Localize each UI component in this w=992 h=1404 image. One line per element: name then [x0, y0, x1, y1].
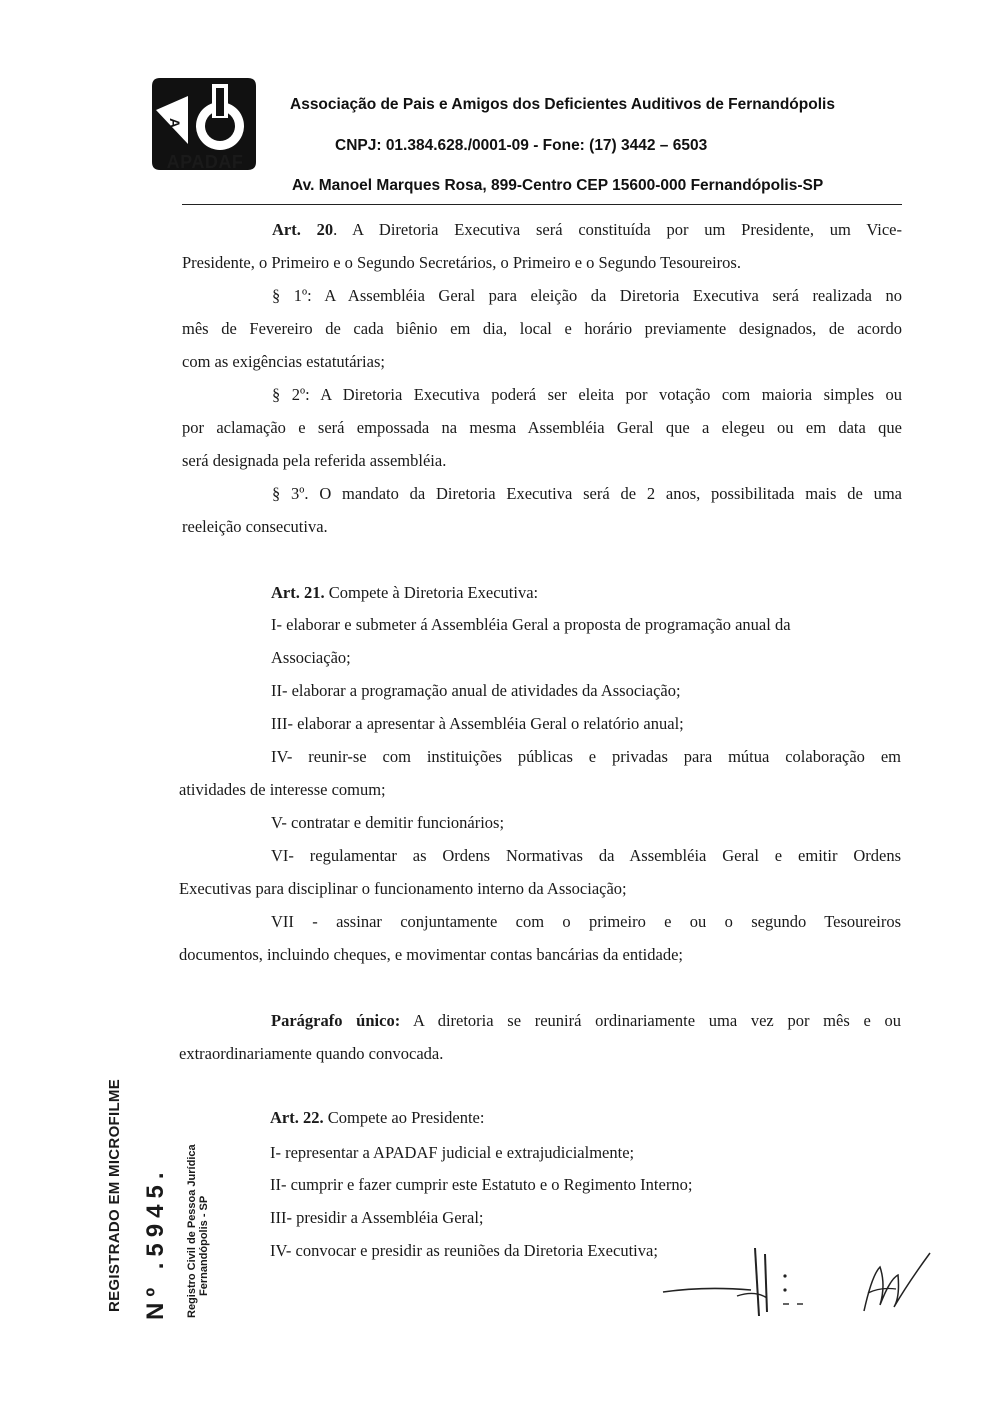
art22-heading [270, 1107, 484, 1129]
single-paragraph-line-1 [271, 1010, 901, 1032]
art20-label: Art. 20 [272, 220, 334, 239]
art21-item-5: V- contratar e demitir funcionários; [271, 813, 505, 832]
registry-office-line-2: Fernandópolis - SP [198, 1195, 210, 1296]
art21-label: Art. 21. [271, 583, 325, 602]
art21-item-7-line-1: VII - assinar conjuntamente com o primeiro e ou o segundo Tesoureiros [271, 912, 901, 931]
art20-par2-line-1: § 2º: A Diretoria Executiva poderá ser eleita por votação com maioria simples ou [272, 385, 902, 404]
single-paragraph-label: Parágrafo único: [271, 1011, 401, 1030]
registry-office-line-1: Registro Civil de Pessoa Jurídica [186, 1144, 198, 1318]
art20-par2-line-2: por aclamação e será empossada na mesma Assembléia Geral que a elegeu ou em data que [182, 418, 902, 437]
art21-item-4-line-2: atividades de interesse comum; [179, 780, 386, 799]
microfilm-stamp: REGISTRADO EM MICROFILME [106, 1078, 123, 1312]
art22-item-3: III- presidir a Assembléia Geral; [270, 1208, 484, 1227]
organization-name: Associação de Pais e Amigos dos Deficientes Auditivos de Fernandópolis [290, 96, 835, 113]
art20-par1-line-1: § 1º: A Assembléia Geral para eleição da Diretoria Executiva será realizada no [272, 286, 902, 305]
art20-par3-line-1: § 3º. O mandato da Diretoria Executiva será de 2 anos, possibilitada mais de uma [272, 484, 902, 503]
registry-office-stamp [186, 1144, 210, 1318]
art21-item-6-line-1: VI- regulamentar as Ordens Normativas da Assembléia Geral e emitir Ordens [271, 846, 901, 865]
cnpj-phone-line: CNPJ: 01.384.628./0001-09 - Fone: (17) 3442 – 6503 [335, 137, 708, 154]
header-divider [182, 204, 902, 205]
art21-item-1-line-2: Associação; [271, 648, 351, 667]
art20-line-2: Presidente, o Primeiro e o Segundo Secretários, o Primeiro e o Segundo Tesoureiros. [182, 253, 741, 272]
art21-item-4-line-1: IV- reunir-se com instituições públicas e privadas para mútua colaboração em [271, 747, 901, 766]
art20-par2-line-3: será designada pela referida assembléia. [182, 451, 447, 470]
art22-item-4: IV- convocar e presidir as reuniões da Diretoria Executiva; [270, 1241, 658, 1260]
art21-item-6-line-2: Executivas para disciplinar o funcionamento interno da Associação; [179, 879, 627, 898]
art21-intro: Compete à Diretoria Executiva: [324, 583, 539, 602]
signature-2 [850, 1245, 940, 1320]
art22-item-1: I- representar a APADAF judicial e extrajudicialmente; [270, 1143, 635, 1162]
address-line: Av. Manoel Marques Rosa, 899-Centro CEP 15600-000 Fernandópolis-SP [292, 177, 824, 194]
art21-item-2: II- elaborar a programação anual de atividades da Associação; [271, 681, 681, 700]
single-paragraph-line-2: extraordinariamente quando convocada. [179, 1044, 444, 1063]
signature-1 [655, 1240, 815, 1320]
art22-item-2: II- cumprir e fazer cumprir este Estatuto e o Regimento Interno; [270, 1175, 693, 1194]
registry-number: Nº .5945. [142, 1166, 169, 1320]
art20-line-1 [272, 219, 902, 241]
art22-label: Art. 22. [270, 1108, 324, 1127]
single-paragraph-text: A diretoria se reunirá ordinariamente uma vez por mês e ou [400, 1011, 901, 1030]
svg-text:A: A [167, 118, 183, 129]
art20-par1-line-3: com as exigências estatutárias; [182, 352, 385, 371]
art21-item-7-line-2: documentos, incluindo cheques, e movimentar contas bancárias da entidade; [179, 945, 683, 964]
art21-heading [271, 582, 538, 604]
art22-intro: Compete ao Presidente: [323, 1108, 485, 1127]
art21-item-1-line-1: I- elaborar e submeter á Assembléia Geral a proposta de programação anual da [271, 615, 791, 634]
art20-par3-line-2: reeleição consecutiva. [182, 517, 328, 536]
art20-par1-line-2: mês de Fevereiro de cada biênio em dia, local e horário previamente designados, de acordo [182, 319, 902, 338]
logo-label: APADAF [166, 152, 244, 172]
art20-text-1: . A Diretoria Executiva será constituída por um Presidente, um Vice- [333, 220, 902, 239]
art21-item-3: III- elaborar a apresentar à Assembléia Geral o relatório anual; [271, 714, 684, 733]
